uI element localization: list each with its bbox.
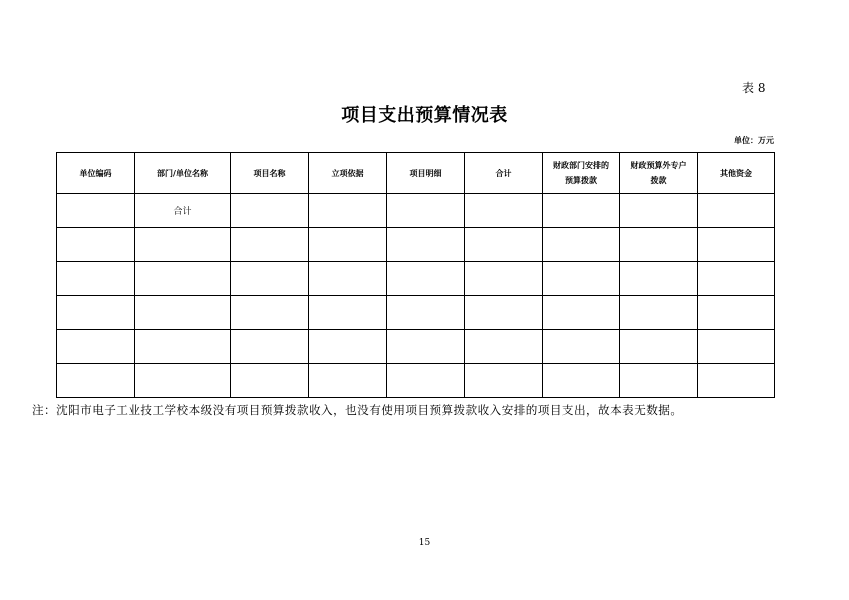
table-cell	[57, 228, 135, 262]
table-cell	[698, 330, 775, 364]
table-row	[57, 228, 775, 262]
column-header-unit-code: 单位编码	[57, 153, 135, 194]
table-cell	[543, 364, 620, 398]
table-number: 表 8	[742, 81, 766, 95]
table-cell	[57, 296, 135, 330]
column-header-extra-budget-account-line1: 财政预算外专户	[630, 161, 687, 170]
table-cell	[620, 262, 698, 296]
table-cell	[465, 330, 543, 364]
table-cell	[620, 228, 698, 262]
table-row	[57, 330, 775, 364]
table-cell	[387, 330, 465, 364]
table-cell	[309, 296, 387, 330]
table-cell	[387, 228, 465, 262]
column-header-fiscal-appropriation-line1: 财政部门安排的	[553, 161, 609, 170]
table-cell	[620, 194, 698, 228]
table-cell	[231, 364, 309, 398]
table-cell	[309, 194, 387, 228]
table-cell	[57, 364, 135, 398]
table-cell	[231, 194, 309, 228]
column-header-extra-budget-account-line2: 拨款	[650, 176, 667, 185]
table-cell	[135, 228, 231, 262]
table-cell	[57, 330, 135, 364]
table-cell	[543, 262, 620, 296]
table-cell	[620, 330, 698, 364]
table-cell	[135, 262, 231, 296]
table-cell	[698, 194, 775, 228]
table-cell	[465, 228, 543, 262]
table-cell	[387, 262, 465, 296]
table-cell	[387, 296, 465, 330]
table-cell	[465, 296, 543, 330]
table-cell	[135, 330, 231, 364]
table-cell	[698, 228, 775, 262]
table-cell	[698, 296, 775, 330]
table-cell	[57, 262, 135, 296]
table-cell	[465, 262, 543, 296]
table-cell: 合计	[135, 194, 231, 228]
table-cell	[135, 364, 231, 398]
table-cell	[231, 262, 309, 296]
table-cell	[387, 364, 465, 398]
table-header-row	[57, 153, 775, 194]
budget-table	[56, 152, 775, 398]
table-cell	[387, 194, 465, 228]
table-cell	[620, 296, 698, 330]
footnote: 注：沈阳市电子工业技工学校本级没有项目预算拨款收入，也没有使用项目预算拨款收入安排的项目支出，故本表无数据。	[32, 403, 683, 417]
page-title: 项目支出预算情况表	[341, 105, 508, 126]
unit-label: 单位：万元	[734, 136, 774, 145]
table-cell	[309, 330, 387, 364]
table-cell	[135, 296, 231, 330]
table-cell	[620, 364, 698, 398]
table-cell	[543, 228, 620, 262]
table-cell	[698, 364, 775, 398]
column-header-total: 合计	[465, 153, 543, 194]
column-header-project-detail: 项目明细	[387, 153, 465, 194]
table-cell	[309, 364, 387, 398]
table-cell	[543, 296, 620, 330]
column-header-department-name: 部门/单位名称	[135, 153, 231, 194]
table-row	[57, 364, 775, 398]
table-cell	[309, 262, 387, 296]
table-cell	[465, 364, 543, 398]
table-cell	[309, 228, 387, 262]
table-row	[57, 194, 775, 228]
table-row	[57, 262, 775, 296]
table-cell	[543, 330, 620, 364]
table-cell	[543, 194, 620, 228]
table-cell	[698, 262, 775, 296]
table-row	[57, 296, 775, 330]
table-body	[57, 194, 775, 398]
column-header-fiscal-appropriation	[543, 153, 620, 194]
table-cell	[231, 330, 309, 364]
column-header-project-basis: 立项依据	[309, 153, 387, 194]
table-cell	[57, 194, 135, 228]
table-cell	[231, 296, 309, 330]
column-header-project-name: 项目名称	[231, 153, 309, 194]
column-header-extra-budget-account	[620, 153, 698, 194]
column-header-other-funds: 其他资金	[698, 153, 775, 194]
table-cell	[465, 194, 543, 228]
page-number: 15	[418, 538, 431, 548]
table-cell	[231, 228, 309, 262]
column-header-fiscal-appropriation-line2: 预算拨款	[565, 176, 597, 185]
